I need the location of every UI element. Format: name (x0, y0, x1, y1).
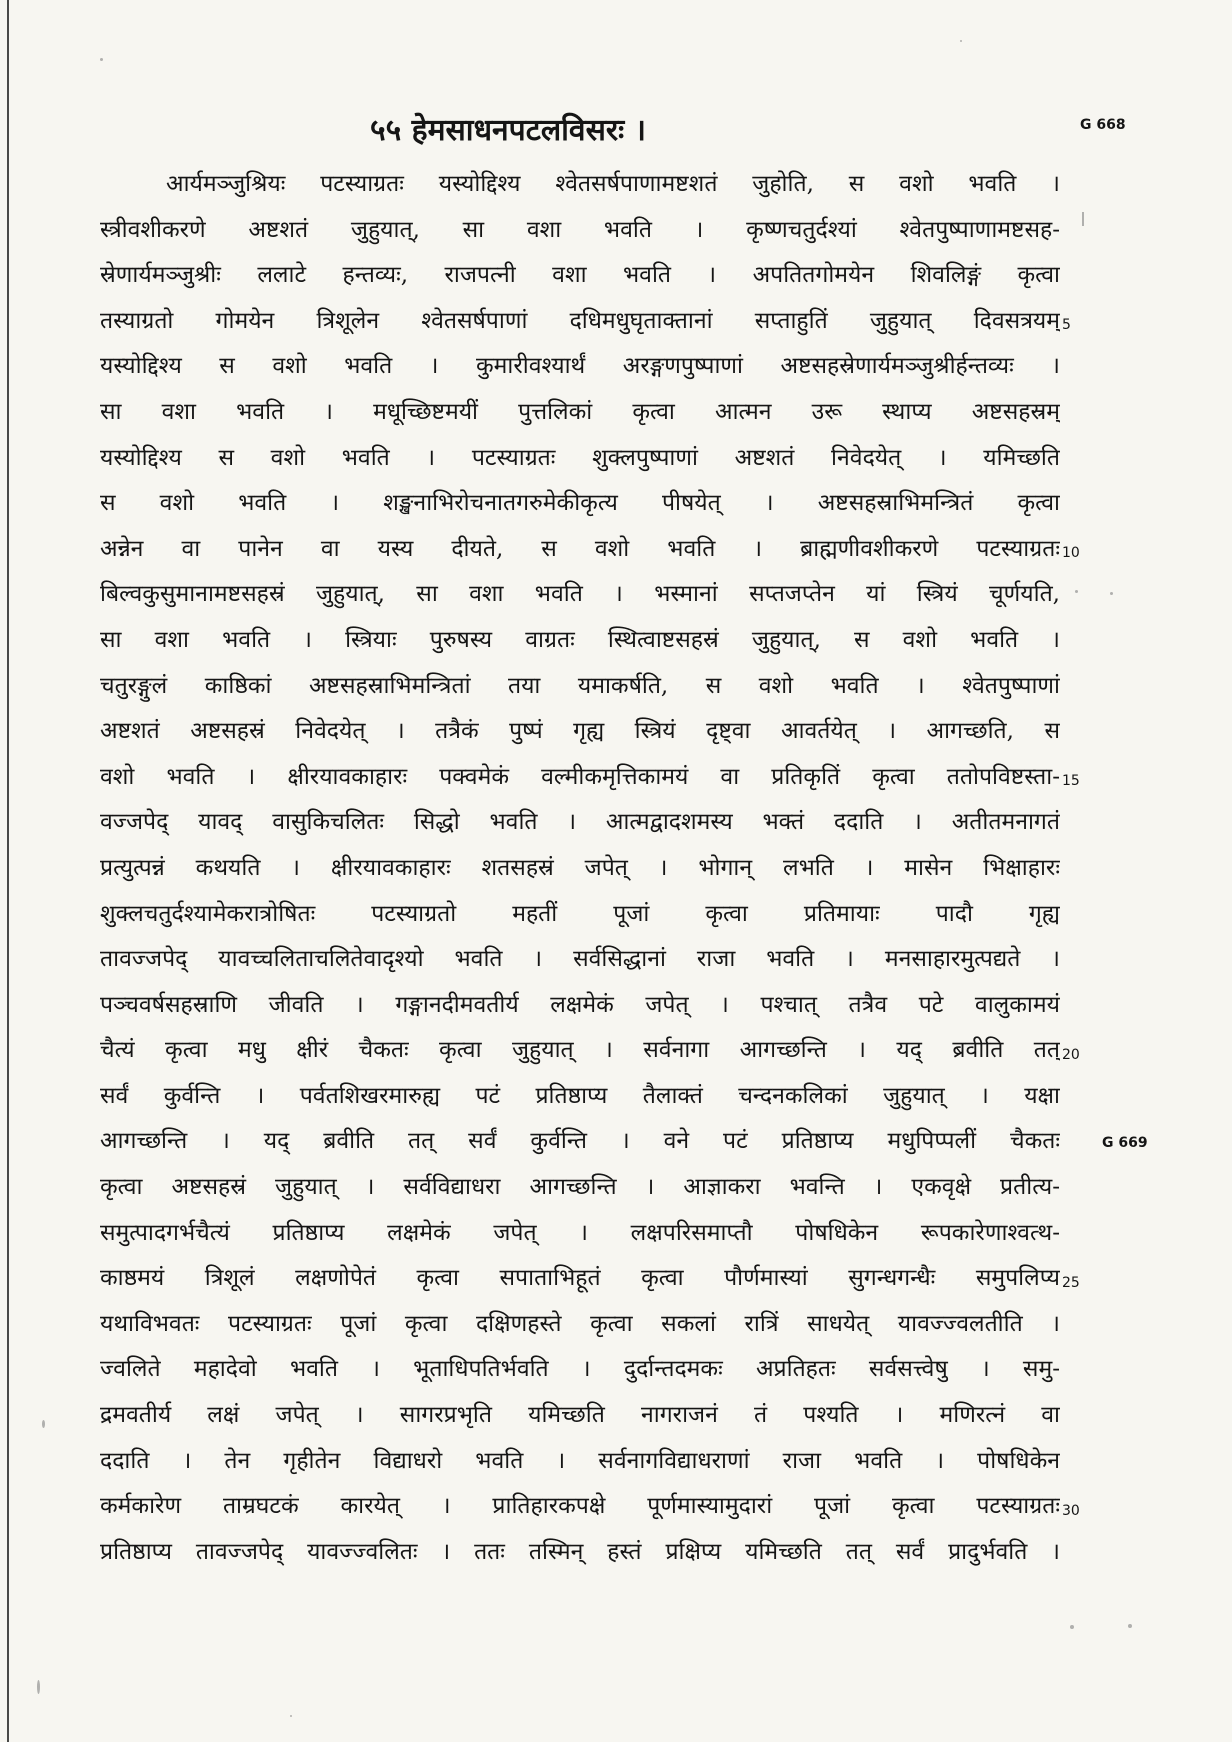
text-line: आगच्छन्ति । यद् ब्रवीति तत् सर्वं कुर्वन्ति । वने पटं प्रतिष्ठाप्य मधुपिप्पलीं चैकतः (100, 1128, 1060, 1155)
scan-speck (100, 58, 103, 61)
scan-speck (290, 1715, 292, 1717)
text-line: काष्ठमयं त्रिशूलं लक्षणोपेतं कृत्वा सपाताभिहूतं कृत्वा पौर्णमास्यां सुगन्धगन्धैः समुपलिप्य (100, 1265, 1060, 1292)
text-line: चतुरङ्गुलं काष्ठिकां अष्टसहस्राभिमन्त्रितां तया यमाकर्षति, स वशो भवति । श्वेतपुष्पाणां (100, 672, 1060, 699)
line-number: 15 (1062, 773, 1080, 789)
text-line: यथाविभवतः पटस्याग्रतः पूजां कृत्वा दक्षिणहस्ते कृत्वा सकलां रात्रिं साधयेत् यावज्ज्वलतीति । (100, 1310, 1060, 1337)
text-line: आर्यमञ्जुश्रियः पटस्याग्रतः यस्योद्दिश्य श्वेतसर्षपाणामष्टशतं जुहोति, स वशो भवति । (166, 171, 1060, 197)
binding-edge (7, 0, 9, 1742)
line-number: 5 (1062, 317, 1071, 333)
line-number: 10 (1062, 545, 1080, 561)
text-line: कृत्वा अष्टसहस्रं जुहुयात् । सर्वविद्याधरा आगच्छन्ति । आज्ञाकरा भवन्ति । एकवृक्षे प्रतीत्य- (100, 1174, 1060, 1201)
line-number: 25 (1062, 1275, 1080, 1291)
scan-speck (1110, 592, 1113, 595)
text-line: बिल्वकुसुमानामष्टसहस्रं जुहुयात्, सा वशा भवति । भस्मानां सप्तजप्तेन यां स्त्रियं चूर्णयति, (100, 581, 1060, 608)
text-line: तावज्जपेद् यावच्चलिताचलितेवादृश्यो भवति । सर्वसिद्धानां राजा भवति । मनसाहारमुत्पद्यते । (100, 946, 1060, 973)
sanskrit-text-body (100, 162, 1060, 1575)
page-reference-mid: G 669 (1102, 1135, 1148, 1151)
text-line: प्रतिष्ठाप्य तावज्जपेद् यावज्ज्वलितः । ततः तस्मिन् हस्तं प्रक्षिप्य यमिच्छति तत् सर्वं प्रादुर्भवति । (100, 1538, 1060, 1565)
text-line: स वशो भवति । शङ्खनाभिरोचनातगरुमेकीकृत्य पीषयेत् । अष्टसहस्राभिमन्त्रितं कृत्वा (100, 490, 1060, 517)
text-line: समुत्पादगर्भचैत्यं प्रतिष्ठाप्य लक्षमेकं जपेत् । लक्षपरिसमाप्तौ पोषधिकेन रूपकारेणाश्वत्थ- (100, 1219, 1060, 1246)
scan-speck (1075, 590, 1078, 593)
text-line: यस्योद्दिश्य स वशो भवति । कुमारीवश्यार्थं अरङ्गणपुष्पाणां अष्टसहस्रेणार्यमञ्जुश्रीर्हन्तव्यः । (100, 353, 1060, 380)
line-number: 30 (1062, 1503, 1080, 1519)
text-line: पञ्चवर्षसहस्राणि जीवति । गङ्गानदीमवतीर्य लक्षमेकं जपेत् । पश्चात् तत्रैव पटे वालुकामयं (100, 991, 1060, 1018)
page-reference-top: G 668 (1080, 117, 1126, 133)
text-line: तस्याग्रतो गोमयेन त्रिशूलेन श्वेतसर्षपाणां दधिमधुघृताक्तानां सप्ताहुतिं जुहुयात् दिवसत्रयम् (100, 307, 1060, 334)
text-line: वशो भवति । क्षीरयावकाहारः पक्वमेकं वल्मीकमृत्तिकामयं वा प्रतिकृतिं कृत्वा ततोपविष्टस्ता- (100, 763, 1060, 790)
text-line: अष्टशतं अष्टसहस्रं निवेदयेत् । तत्रैकं पुष्पं गृह्य स्त्रियं दृष्ट्वा आवर्तयेत् । आगच्छति, स (100, 718, 1060, 745)
scan-speck (1070, 1625, 1074, 1629)
scan-speck (1082, 212, 1084, 226)
scan-speck (37, 1680, 40, 1694)
text-line: प्रत्युत्पन्नं कथयति । क्षीरयावकाहारः शतसहस्रं जपेत् । भोगान् लभति । मासेन भिक्षाहारः (100, 854, 1060, 881)
text-line: कर्मकारेण ताम्रघटकं कारयेत् । प्रातिहारकपक्षे पूर्णमास्यामुदारां पूजां कृत्वा पटस्याग्रतः (100, 1493, 1060, 1520)
line-number: 20 (1062, 1047, 1080, 1063)
text-line: द्रमवतीर्य लक्षं जपेत् । सागरप्रभृति यमिच्छति नागराजनं तं पश्यति । मणिरत्नं वा (100, 1402, 1060, 1429)
text-line: ज्वलिते महादेवो भवति । भूताधिपतिर्भवति । दुर्दान्तदमकः अप्रतिहतः सर्वसत्त्वेषु । समु- (100, 1356, 1060, 1383)
scan-speck (42, 1420, 45, 1428)
text-line: स्रेणार्यमञ्जुश्रीः ललाटे हन्तव्यः, राजपत्नी वशा भवति । अपतितगोमयेन शिवलिङ्गं कृत्वा (100, 262, 1060, 289)
text-line: चैत्यं कृत्वा मधु क्षीरं चैकतः कृत्वा जुहुयात् । सर्वनागा आगच्छन्ति । यद् ब्रवीति तत् (100, 1037, 1060, 1064)
text-line: स्त्रीवशीकरणे अष्टशतं जुहुयात्, सा वशा भवति । कृष्णचतुर्दश्यां श्वेतपुष्पाणामष्टसह- (100, 216, 1060, 243)
scan-speck (960, 40, 962, 42)
text-line: ददाति । तेन गृहीतेन विद्याधरो भवति । सर्वनागविद्याधराणां राजा भवति । पोषधिकेन (100, 1447, 1060, 1474)
chapter-title: ५५ हेमसाधनपटलविसरः । (370, 113, 647, 148)
text-line: सर्वं कुर्वन्ति । पर्वतशिखरमारुह्य पटं प्रतिष्ठाप्य तैलाक्तं चन्दनकलिकां जुहुयात् । यक्षा (100, 1082, 1060, 1109)
text-line: यस्योद्दिश्य स वशो भवति । पटस्याग्रतः शुक्लपुष्पाणां अष्टशतं निवेदयेत् । यमिच्छति (100, 444, 1060, 471)
text-line: वज्जपेद् यावद् वासुकिचलितः सिद्धो भवति । आत्मद्वादशमस्य भक्तं ददाति । अतीतमनागतं (100, 809, 1060, 836)
text-line: शुक्लचतुर्दश्यामेकरात्रोषितः पटस्याग्रतो महतीं पूजां कृत्वा प्रतिमायाः पादौ गृह्य (100, 900, 1060, 927)
text-line: सा वशा भवति । स्त्रियाः पुरुषस्य वाग्रतः स्थित्वाष्टसहस्रं जुहुयात्, स वशो भवति । (100, 626, 1060, 653)
scan-speck (1128, 1624, 1132, 1628)
text-line: अन्नेन वा पानेन वा यस्य दीयते, स वशो भवति । ब्राह्मणीवशीकरणे पटस्याग्रतः (100, 535, 1060, 562)
text-line: सा वशा भवति । मधूच्छिष्टमयीं पुत्तलिकां कृत्वा आत्मन उरू स्थाप्य अष्टसहस्रम् (100, 398, 1060, 425)
